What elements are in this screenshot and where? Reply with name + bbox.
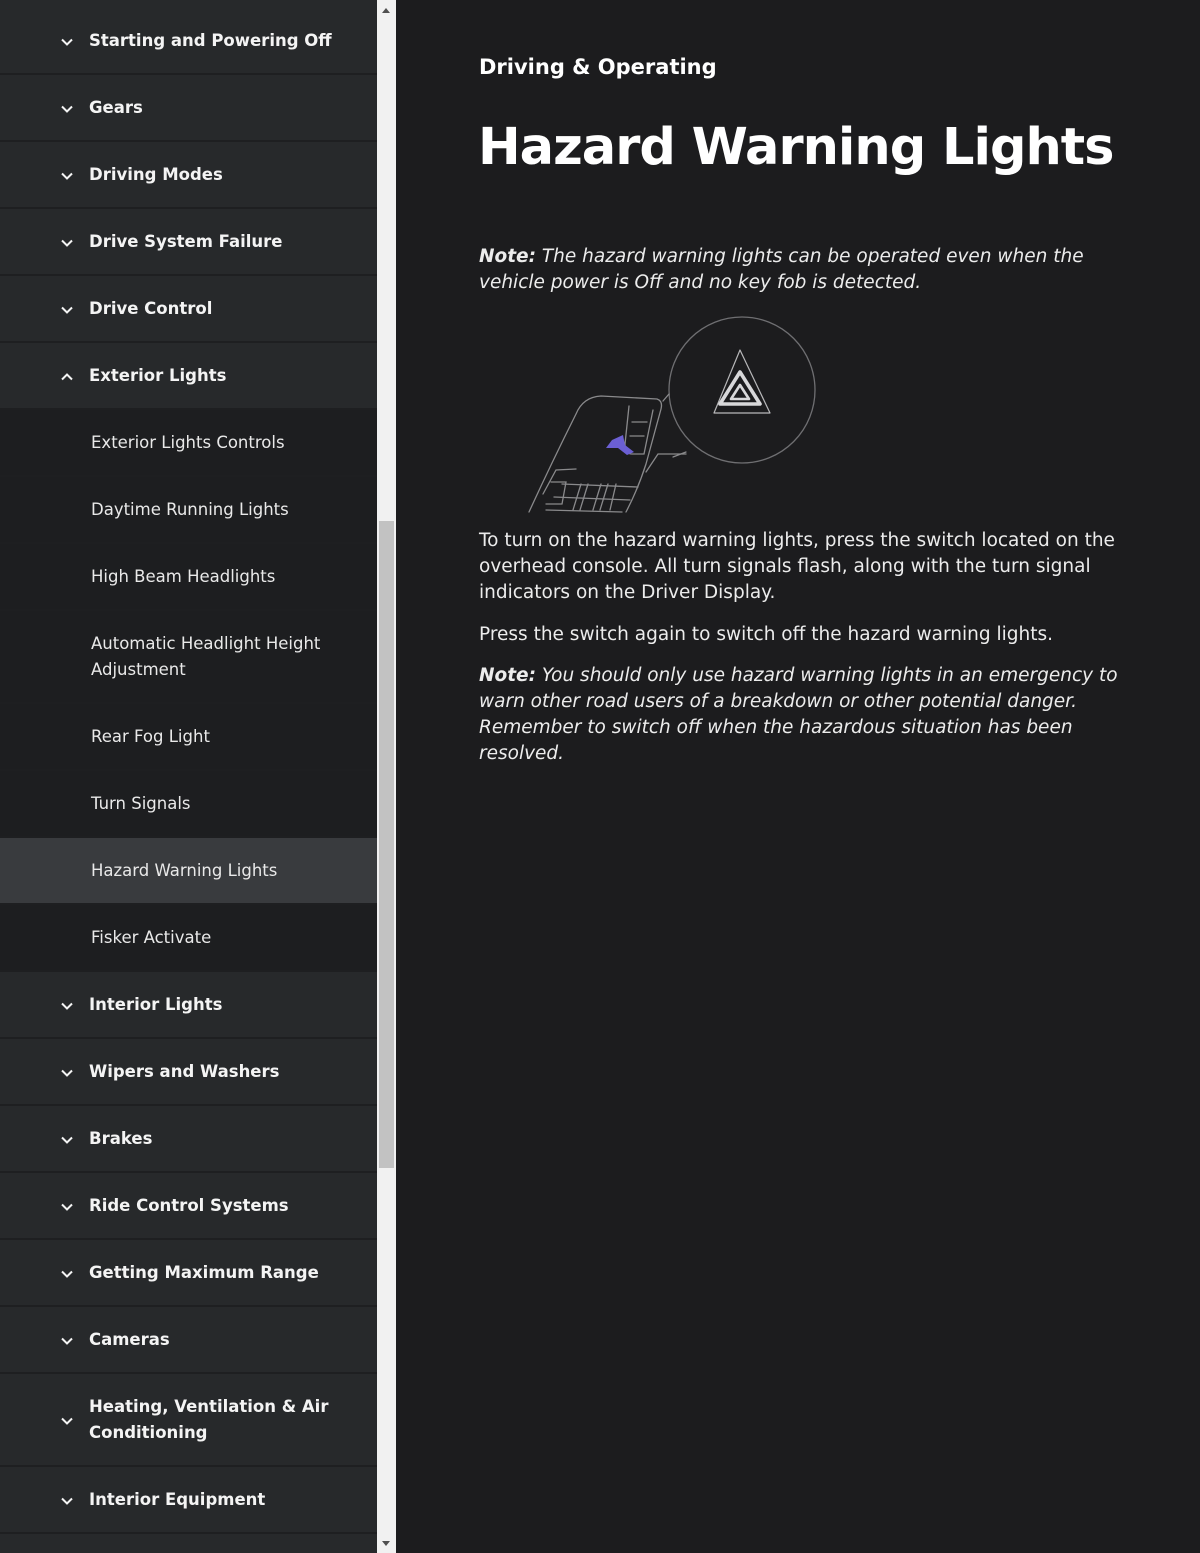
sidebar-item-label: Starting and Powering Off [89, 30, 332, 50]
chevron-down-icon [58, 1265, 76, 1283]
sidebar-item-label: Automatic Headlight Height Adjustment [91, 633, 321, 679]
sidebar-item-cameras[interactable] [0, 1307, 377, 1374]
chevron-down-icon [58, 33, 76, 51]
chevron-down-icon [58, 1198, 76, 1216]
chevron-down-icon [58, 1412, 76, 1430]
sidebar-item-interior-equipment[interactable] [0, 1467, 377, 1534]
sidebar-subitem-automatic-headlight-height-adjustment[interactable] [0, 611, 377, 704]
chevron-down-icon [58, 1332, 76, 1350]
chevron-down-icon [58, 234, 76, 252]
chevron-up-icon [58, 368, 76, 386]
sidebar-item-label: Hazard Warning Lights [91, 860, 278, 880]
sidebar-item-label: Daytime Running Lights [91, 499, 289, 519]
chevron-down-icon [58, 100, 76, 118]
sidebar-item-label: Interior Equipment [89, 1489, 266, 1509]
sidebar-item-label: Turn Signals [91, 793, 191, 813]
sidebar-item-label: Getting Maximum Range [89, 1262, 319, 1282]
sidebar-item-label: Drive Control [89, 298, 213, 318]
sidebar-item-label: Gears [89, 97, 143, 117]
sidebar-subitem-rear-fog-light[interactable] [0, 704, 377, 771]
note-text: The hazard warning lights can be operated even when the vehicle power is Off and no key fob is detected. [479, 246, 1084, 293]
chevron-down-icon [58, 1131, 76, 1149]
sidebar-item-gears[interactable] [0, 75, 377, 142]
sidebar-nav [0, 0, 377, 1553]
overhead-console-image [526, 314, 826, 518]
sidebar-item-label: Exterior Lights Controls [91, 432, 285, 452]
chevron-down-icon [58, 167, 76, 185]
note-power-off [479, 244, 1109, 296]
sidebar-item-wipers-and-washers[interactable] [0, 1039, 377, 1106]
note-emergency [479, 663, 1119, 767]
sidebar-item-getting-maximum-range[interactable] [0, 1240, 377, 1307]
sidebar-item-label: Brakes [89, 1128, 153, 1148]
sidebar-item-label: High Beam Headlights [91, 566, 276, 586]
sidebar-item-label: Cameras [89, 1329, 170, 1349]
sidebar-subitem-turn-signals[interactable] [0, 771, 377, 838]
note-label: Note: [479, 246, 536, 267]
hazard-switch-illustration [526, 314, 826, 518]
sidebar-item-brakes[interactable] [0, 1106, 377, 1173]
sidebar-subitem-high-beam-headlights[interactable] [0, 544, 377, 611]
sidebar-item-label: Fisker Activate [91, 927, 212, 947]
note-text: You should only use hazard warning lights in an emergency to warn other road users of a breakdown or other potential danger. Remember to switch off when the hazardous situation has been resolved. [479, 665, 1118, 764]
chevron-down-icon [58, 301, 76, 319]
sidebar-item-label: Rear Fog Light [91, 726, 210, 746]
switch-off-paragraph: Press the switch again to switch off the hazard warning lights. [479, 624, 1053, 645]
sidebar-item-label: Drive System Failure [89, 231, 283, 251]
sidebar-subitem-fisker-activate[interactable] [0, 905, 377, 972]
sidebar-item-driving-modes[interactable] [0, 142, 377, 209]
scrollbar-thumb[interactable] [379, 521, 394, 1168]
note-label: Note: [479, 665, 536, 686]
sidebar-item-exterior-lights[interactable] [0, 343, 377, 410]
chevron-down-icon [58, 1492, 76, 1510]
sidebar-item-label: Ride Control Systems [89, 1195, 289, 1215]
page-title: Hazard Warning Lights [478, 118, 1114, 177]
sidebar-scrollbar[interactable] [377, 0, 396, 1553]
sidebar-item-label: Exterior Lights [89, 365, 227, 385]
sidebar-item-starting-and-powering-off[interactable] [0, 8, 377, 75]
instructions-paragraph: To turn on the hazard warning lights, press the switch located on the overhead console. All turn signals flash, along with the turn signal indicators on the Driver Display. [479, 530, 1115, 603]
article-content [396, 0, 1200, 1553]
sidebar-item-label: Heating, Ventilation & Air Conditioning [89, 1396, 329, 1442]
chevron-down-icon [58, 1064, 76, 1082]
sidebar-item-drive-control[interactable] [0, 276, 377, 343]
sidebar-subitem-exterior-lights-controls[interactable] [0, 410, 377, 477]
sidebar-item-drive-system-failure[interactable] [0, 209, 377, 276]
scroll-down-arrow-icon[interactable] [382, 1541, 390, 1546]
sidebar-subitem-hazard-warning-lights[interactable] [0, 838, 377, 905]
chevron-down-icon [58, 997, 76, 1015]
sidebar-item-label: Interior Lights [89, 994, 223, 1014]
scroll-up-arrow-icon[interactable] [382, 8, 390, 13]
section-title: Driving & Operating [479, 55, 717, 79]
sidebar-item-heating-ventilation-and-air-conditioning[interactable] [0, 1374, 377, 1467]
sidebar-item-ride-control-systems[interactable] [0, 1173, 377, 1240]
sidebar-item-label: Wipers and Washers [89, 1061, 280, 1081]
sidebar-subitem-daytime-running-lights[interactable] [0, 477, 377, 544]
sidebar-item-interior-lights[interactable] [0, 972, 377, 1039]
sidebar-item-label: Driving Modes [89, 164, 223, 184]
